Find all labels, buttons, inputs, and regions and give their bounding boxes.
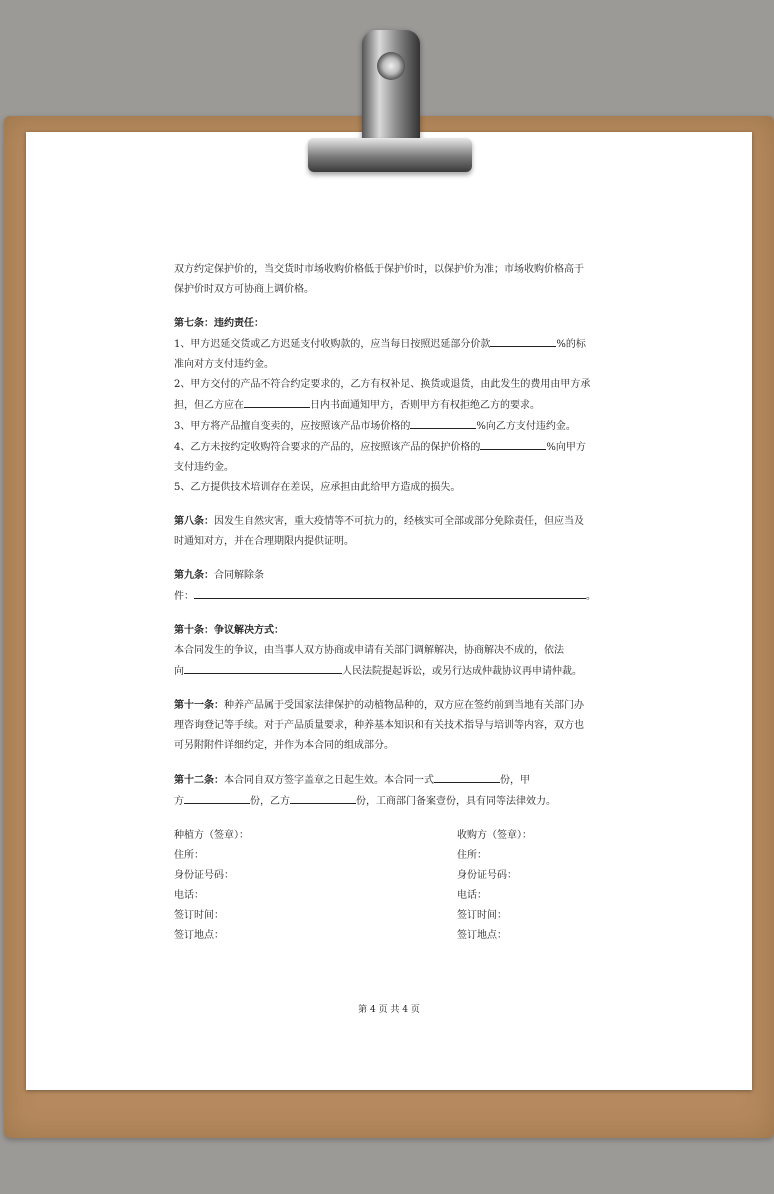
article-12-line-2: 方 份，乙方 份，工商部门备案壹份，具有同等法律效力。 <box>174 791 606 812</box>
planter-signature-label: 种植方（签章）： <box>174 830 249 841</box>
paragraph-intro-line-1: 双方约定保护价的，当交货时市场收购价格低于保护价时，以保护价为准；市场收购价格高于 <box>174 264 584 275</box>
planter-address-label: 住所： <box>174 850 204 861</box>
article-9-cont: 件： 。 <box>174 586 606 607</box>
article-7-item-2: 2、甲方交付的产品不符合约定要求的，乙方有权补足、换货或退货，由此发生的费用由甲方承 <box>174 379 591 390</box>
article-8: 第八条：因发生自然灾害，重大疫情等不可抗力的，经核实可全部或部分免除责任，但应当及 <box>174 516 584 527</box>
blank-line <box>410 416 476 429</box>
buyer-id-label: 身份证号码： <box>457 870 517 881</box>
article-11-line-2: 理咨询登记等手续。对于产品质量要求，种养基本知识和有关技术指导与培训等内容，双方也 <box>174 720 584 731</box>
article-10-line-2: 向 人民法院提起诉讼，或另行达成仲裁协议再申请仲裁。 <box>174 661 606 682</box>
blank-line <box>184 791 250 804</box>
signature-row-3 <box>174 866 606 886</box>
contract-text <box>174 260 606 946</box>
blank-line <box>244 395 310 408</box>
article-9: 第九条：合同解除条 <box>174 570 264 581</box>
blank-line <box>480 437 546 450</box>
binder-clip-hole <box>377 52 405 80</box>
article-10-line-1: 本合同发生的争议，由当事人双方协商或申请有关部门调解解决，协商解决不成的，依法 <box>174 645 564 656</box>
blank-line <box>184 661 342 674</box>
article-7-item-4-cont: 支付违约金。 <box>174 462 234 473</box>
binder-clip-base <box>308 138 472 172</box>
article-8-cont: 时通知对方，并在合理期限内提供证明。 <box>174 536 354 547</box>
article-8-title: 第八条： <box>174 516 214 527</box>
planter-phone-label: 电话： <box>174 890 204 901</box>
planter-sign-date-label: 签订时间： <box>174 910 224 921</box>
blank-line <box>290 791 356 804</box>
article-11-line-3: 可另附附件详细约定，并作为本合同的组成部分。 <box>174 740 394 751</box>
article-7-item-1: 1、甲方迟延交货或乙方迟延支付收购款的，应当每日按照迟延部分价款 %的标 <box>174 334 606 355</box>
article-12-title: 第十二条： <box>174 775 224 786</box>
signature-row-2 <box>174 846 606 866</box>
signature-row-5 <box>174 906 606 926</box>
article-9-title: 第九条： <box>174 570 214 581</box>
article-7-title: 第七条：违约责任： <box>174 318 264 329</box>
planter-sign-place-label: 签订地点： <box>174 930 224 941</box>
buyer-sign-date-label: 签订时间： <box>457 910 507 921</box>
buyer-signature-label: 收购方（签章）： <box>457 830 532 841</box>
article-11: 第十一条：种养产品属于受国家法律保护的动植物品种的，双方应在签约前到当地有关部门办 <box>174 700 584 711</box>
planter-id-label: 身份证号码： <box>174 870 234 881</box>
article-7-item-3: 3、甲方将产品擅自变卖的，应按照该产品市场价格的 %向乙方支付违约金。 <box>174 416 606 437</box>
article-7-item-4: 4、乙方未按约定收购符合要求的产品的，应按照该产品的保护价格的 %向甲方 <box>174 437 606 458</box>
blank-line <box>194 586 586 599</box>
article-7-item-5: 5、乙方提供技术培训存在差误，应承担由此给甲方造成的损失。 <box>174 482 461 493</box>
signature-row-6 <box>174 926 606 946</box>
page-number-footer: 第 4 页 共 4 页 <box>358 1005 420 1015</box>
article-7-item-2-cont: 担，但乙方应在 日内书面通知甲方，否则甲方有权拒绝乙方的要求。 <box>174 395 606 416</box>
paragraph-intro-line-2: 保护价时双方可协商上调价格。 <box>174 284 314 295</box>
article-12: 第十二条：本合同自双方签字盖章之日起生效。本合同一式 份，甲 <box>174 770 606 791</box>
blank-line <box>434 770 500 783</box>
buyer-address-label: 住所： <box>457 850 487 861</box>
article-11-title: 第十一条： <box>174 700 224 711</box>
blank-line <box>490 334 556 347</box>
signature-row-1 <box>174 826 606 846</box>
binder-clip-arm <box>362 30 420 146</box>
buyer-sign-place-label: 签订地点： <box>457 930 507 941</box>
buyer-phone-label: 电话： <box>457 890 487 901</box>
article-7-item-1-cont: 准向对方支付违约金。 <box>174 359 274 370</box>
article-10-title: 第十条：争议解决方式： <box>174 625 284 636</box>
signature-row-4 <box>174 886 606 906</box>
